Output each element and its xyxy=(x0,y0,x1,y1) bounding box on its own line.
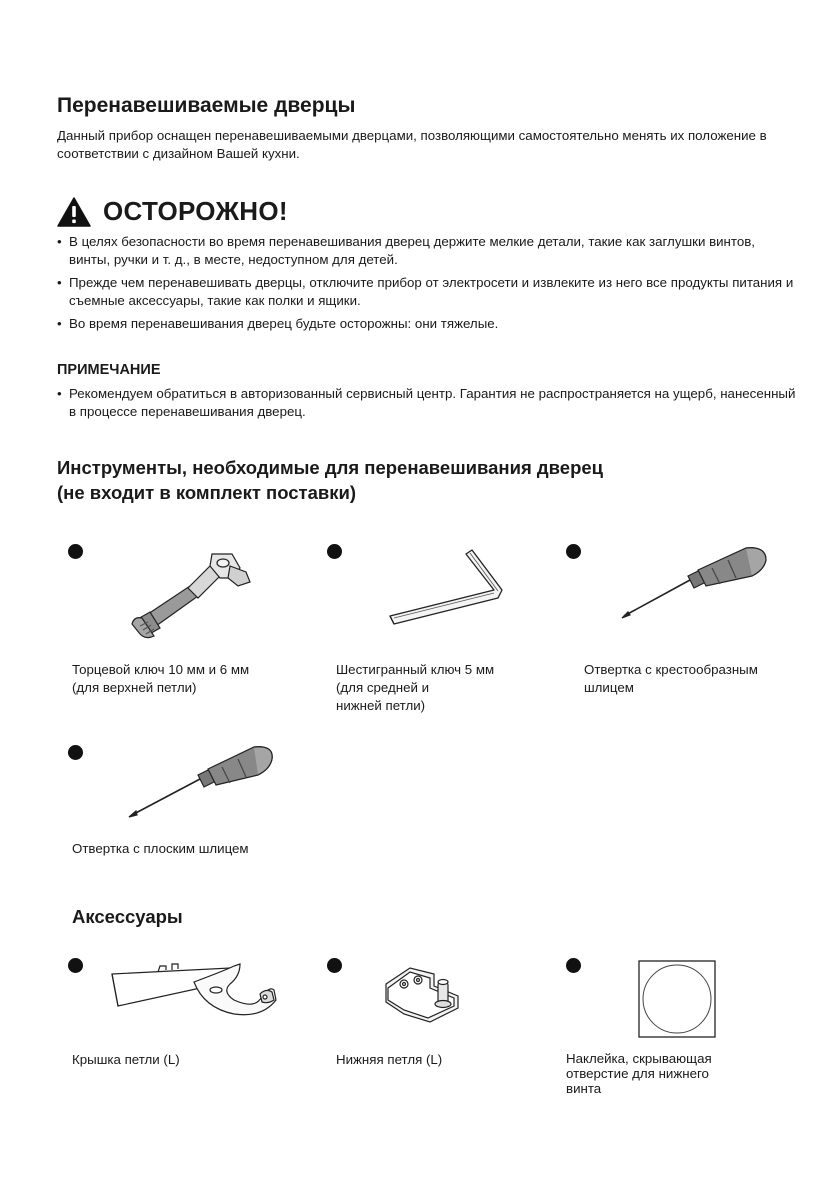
phillips-screwdriver-icon xyxy=(620,546,770,621)
screw-hole-sticker-icon xyxy=(638,960,716,1038)
tools-title-line2: (не входит в комплект поставки) xyxy=(57,482,357,503)
intro-text: Данный прибор оснащен перенавешиваемыми дверцами, позволяющими самостоятельно менять их положение в соответствии с дизайном Вашей кухни. xyxy=(57,128,767,161)
item-bullet-dot xyxy=(68,544,83,559)
note-item: • Рекомендуем обратиться в авторизованный сервисный центр. Гарантия не распространяется на ущерб, нанесенный в процессе перенавешивания дверец. xyxy=(57,385,797,421)
caution-list xyxy=(57,233,797,338)
tool-caption: Шестигранный ключ 5 мм (для средней и нижней петли) xyxy=(336,662,495,713)
hex-key-icon xyxy=(388,546,518,626)
accessory-caption: Крышка петли (L) xyxy=(72,1052,180,1067)
item-bullet-dot xyxy=(327,958,342,973)
tools-title-line1: Инструменты, необходимые для перенавешивания дверец xyxy=(57,457,604,478)
page-title: Перенавешиваемые дверцы xyxy=(57,94,356,117)
caution-heading xyxy=(57,196,288,227)
warning-triangle-icon xyxy=(57,197,91,227)
note-title: ПРИМЕЧАНИЕ xyxy=(57,362,161,378)
caution-item: • Прежде чем перенавешивать дверцы, отключите прибор от электросети и извлеките из него все продукты питания и съемные аксессуары, такие как полки и ящики. xyxy=(57,274,797,310)
accessories-heading: Аксессуары xyxy=(72,906,183,927)
hinge-cover-icon xyxy=(110,960,280,1020)
item-bullet-dot xyxy=(566,544,581,559)
note-list xyxy=(57,385,797,426)
flat-screwdriver-icon xyxy=(126,745,276,820)
tools-heading xyxy=(57,455,603,505)
lower-hinge-icon xyxy=(380,962,470,1028)
caution-item: • В целях безопасности во время перенавешивания дверец держите мелкие детали, такие как заглушки винтов, винты, ручки и т. д., в месте, недоступном для детей. xyxy=(57,233,797,269)
accessory-caption: Нижняя петля (L) xyxy=(336,1052,443,1067)
item-bullet-dot xyxy=(68,958,83,973)
caution-item: • Во время перенавешивания дверец будьте осторожны: они тяжелые. xyxy=(57,315,797,333)
accessory-caption: Наклейка, скрывающая отверстие для нижнего винта xyxy=(566,1051,712,1096)
tool-caption: Торцевой ключ 10 мм и 6 мм (для верхней петли) xyxy=(72,662,250,695)
item-bullet-dot xyxy=(327,544,342,559)
item-bullet-dot xyxy=(68,745,83,760)
socket-wrench-icon xyxy=(128,548,268,638)
tool-caption: Отвертка с плоским шлицем xyxy=(72,841,249,856)
tool-caption: Отвертка с крестообразным шлицем xyxy=(584,662,758,695)
item-bullet-dot xyxy=(566,958,581,973)
caution-title: ОСТОРОЖНО! xyxy=(103,196,288,226)
